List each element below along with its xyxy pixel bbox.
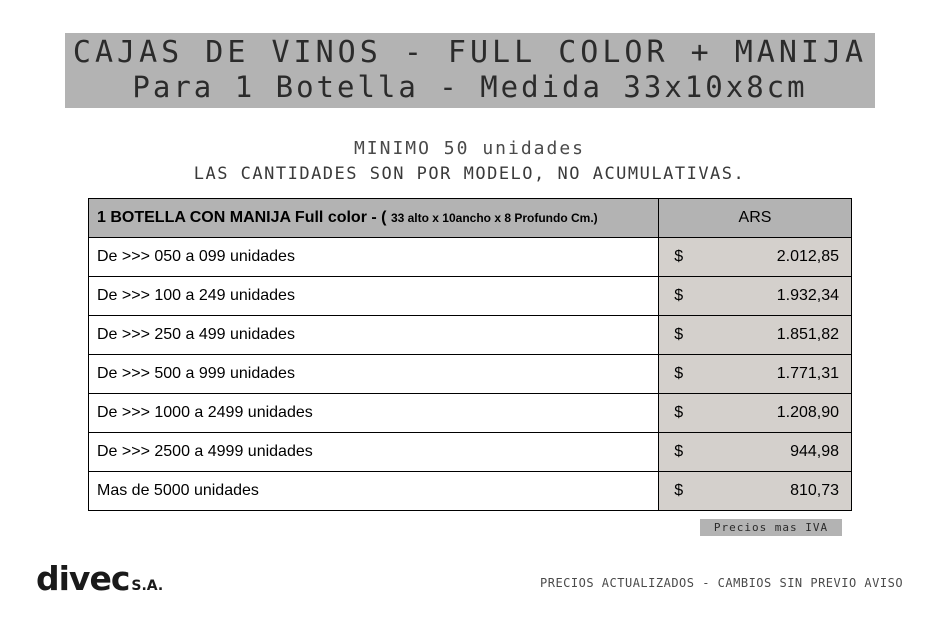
row-description: De >>> 2500 a 4999 unidades: [89, 433, 659, 472]
row-currency: $: [659, 316, 699, 355]
company-logo-suffix: S.A.: [131, 578, 164, 594]
row-price: 1.851,82: [699, 316, 852, 355]
banner-title-line1: CAJAS DE VINOS - FULL COLOR + MANIJA: [72, 35, 868, 71]
row-description: De >>> 500 a 999 unidades: [89, 355, 659, 394]
row-currency: $: [659, 433, 699, 472]
row-price: 810,73: [699, 472, 852, 511]
row-currency: $: [659, 277, 699, 316]
minimum-order-text: MINIMO 50 unidades: [353, 138, 586, 159]
table-header-description-dims: 33 alto x 10ancho x 8 Profundo Cm.): [390, 211, 598, 225]
table-row: [89, 277, 852, 316]
table-row: [89, 316, 852, 355]
iva-note-badge: Precios mas IVA: [700, 519, 842, 536]
price-table: [88, 198, 852, 511]
row-price: 2.012,85: [699, 238, 852, 277]
row-currency: $: [659, 394, 699, 433]
row-price: 1.932,34: [699, 277, 852, 316]
footer-disclaimer: PRECIOS ACTUALIZADOS - CAMBIOS SIN PREVIO AVISO: [540, 576, 904, 590]
table-row: [89, 433, 852, 472]
table-header-description: [89, 199, 659, 238]
row-description: Mas de 5000 unidades: [89, 472, 659, 511]
row-description: De >>> 050 a 099 unidades: [89, 238, 659, 277]
header-banner: [65, 33, 875, 108]
row-price: 1.208,90: [699, 394, 852, 433]
table-row: [89, 238, 852, 277]
quantities-note-text: LAS CANTIDADES SON POR MODELO, NO ACUMULATIVAS.: [193, 164, 746, 184]
table-header-currency: ARS: [659, 199, 852, 238]
table-row: [89, 394, 852, 433]
row-currency: $: [659, 355, 699, 394]
row-price: 1.771,31: [699, 355, 852, 394]
row-description: De >>> 250 a 499 unidades: [89, 316, 659, 355]
company-logo-text: divec: [36, 559, 130, 598]
table-header-row: [89, 199, 852, 238]
row-description: De >>> 100 a 249 unidades: [89, 277, 659, 316]
row-price: 944,98: [699, 433, 852, 472]
row-currency: $: [659, 238, 699, 277]
table-row: [89, 355, 852, 394]
row-currency: $: [659, 472, 699, 511]
table-row: [89, 472, 852, 511]
row-description: De >>> 1000 a 2499 unidades: [89, 394, 659, 433]
banner-title-line2: Para 1 Botella - Medida 33x10x8cm: [132, 69, 808, 104]
table-header-description-main: 1 BOTELLA CON MANIJA Full color - (: [97, 209, 387, 226]
company-logo: [36, 559, 164, 598]
price-table-wrapper: [88, 198, 851, 511]
